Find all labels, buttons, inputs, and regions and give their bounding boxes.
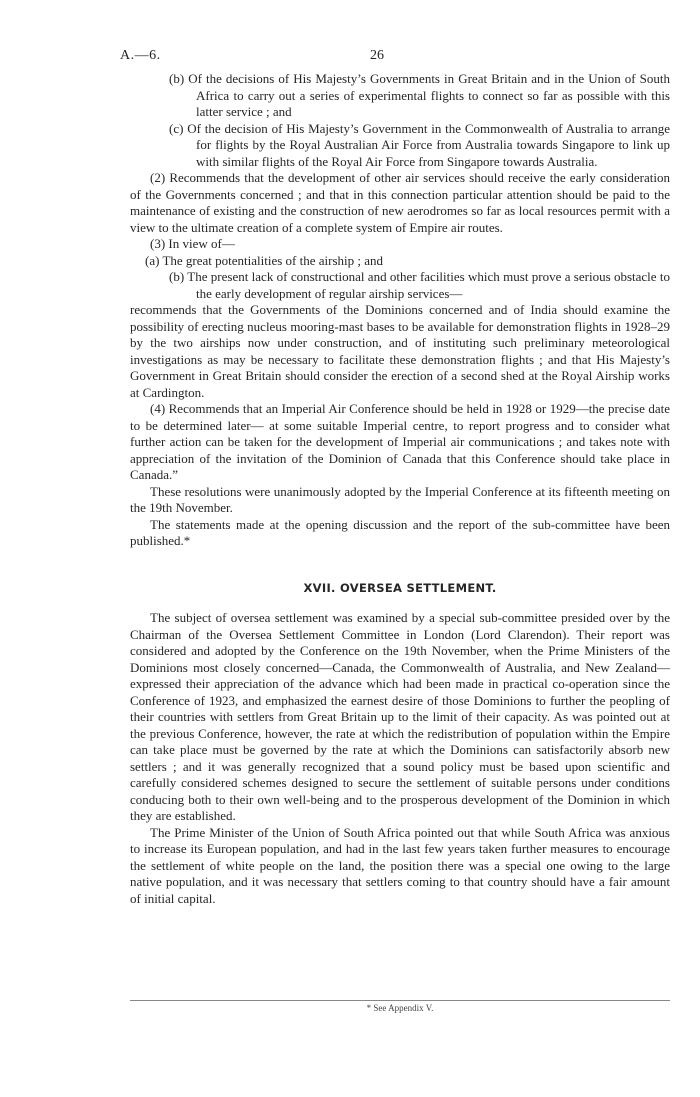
clause-a-airship: (a) The great potentialities of the airship ; and: [145, 252, 384, 268]
footnote: * See Appendix V.: [366, 1003, 434, 1013]
body-text: [130, 71, 670, 907]
publication-paragraph: The statements made at the opening discussion and the report of the sub-committee have been published.*: [130, 516, 670, 548]
adoption-paragraph: These resolutions were unanimously adopted by the Imperial Conference at its fifteenth meeting on the 19th November.: [130, 483, 670, 515]
clause-b-experimental-flights: (b) Of the decisions of His Majesty’s Governments in Great Britain and in the Union of South Africa to carry out a series of experimental flights to connect so far as possible with this latter service ; and: [169, 71, 670, 119]
recommendation-2: (2) Recommends that the development of other air services should receive the early consideration of the Governments concerned ; and that in this connection particular attention should be paid to the maintenance of existing and the construction of new aerodromes so far as local resources permit with a view to the ultimate creation of a complete system of Empire air routes.: [130, 170, 670, 235]
recommendation-4: (4) Recommends that an Imperial Air Conference should be held in 1928 or 1929—the precise date to be determined later— at some suitable Imperial centre, to report progress and to consider what further action can be taken for the development of Imperial air communications ; and takes note with appreciation of the invitation of the Dominion of Canada that this Conference should take place in Canada.”: [130, 401, 670, 482]
clause-b-facilities: (b) The present lack of constructional and other facilities which must prove a serious obstacle to the early development of regular airship services—: [169, 269, 670, 301]
section-heading: XVII. OVERSEA SETTLEMENT.: [303, 580, 497, 595]
recommendation-3-intro: (3) In view of—: [150, 236, 235, 251]
series-reference: A.—6.: [120, 48, 161, 63]
oversea-settlement-paragraph: The subject of oversea settlement was examined by a special sub-committee presided over by the Chairman of the Oversea Settlement Committee in London (Lord Clarendon). Their report was considered and adopted by the Conference on the 19th November, when the Prime Ministers of the Dominions most closely concerned—Canada, the Commonwealth of Australia, and New Zealand—expressed their appreciation of the advance which had been made in practical co-operation since the Conference of 1923, and emphasized the earnest desire of those Dominions to further the peopling of their countries with settlers from Great Britain up to the limit of their capacity. As was pointed out at the previous Conference, however, the rate at which the redistribution of population within the Empire can take place must be governed by the rate at which the Dominions can satisfactorily absorb new settlers ; and it was generally recognized that a sound policy must be based upon scientific and carefully considered schemes designed to secure the settlement of suitable persons under conditions conducing both to their own well-being and to the prosperous development of the Dominion in which they are established.: [130, 610, 670, 823]
footnote-divider: [130, 1000, 670, 1001]
clause-c-australia-flights: (c) Of the decision of His Majesty’s Government in the Commonwealth of Australia to arrange for flights by the Royal Australian Air Force from Australia towards Singapore to link up with similar flights of the Royal Air Force from Singapore towards Australia.: [169, 120, 670, 169]
page-header: [120, 48, 640, 68]
recommendation-3-body: recommends that the Governments of the Dominions concerned and of India should examine the possibility of erecting nucleus mooring-mast bases to be available for demonstration flights in 1928–29 by the two airships now under construction, and of instituting such preliminary meteorological investigations as may be necessary to facilitate these demonstration flights ; and that His Majesty’s Government in Great Britain should consider the erection of a second shed at the Royal Airship works at Cardington.: [130, 302, 670, 400]
south-africa-paragraph: The Prime Minister of the Union of South Africa pointed out that while South Africa was anxious to increase its European population, and had in the last few years taken further measures to encourage the settlement of white people on the land, the position there was a special one owing to the large native population, and it was necessary that settlers coming to that country should have a fair amount of initial capital.: [130, 824, 670, 906]
page-number: 26: [370, 48, 384, 63]
